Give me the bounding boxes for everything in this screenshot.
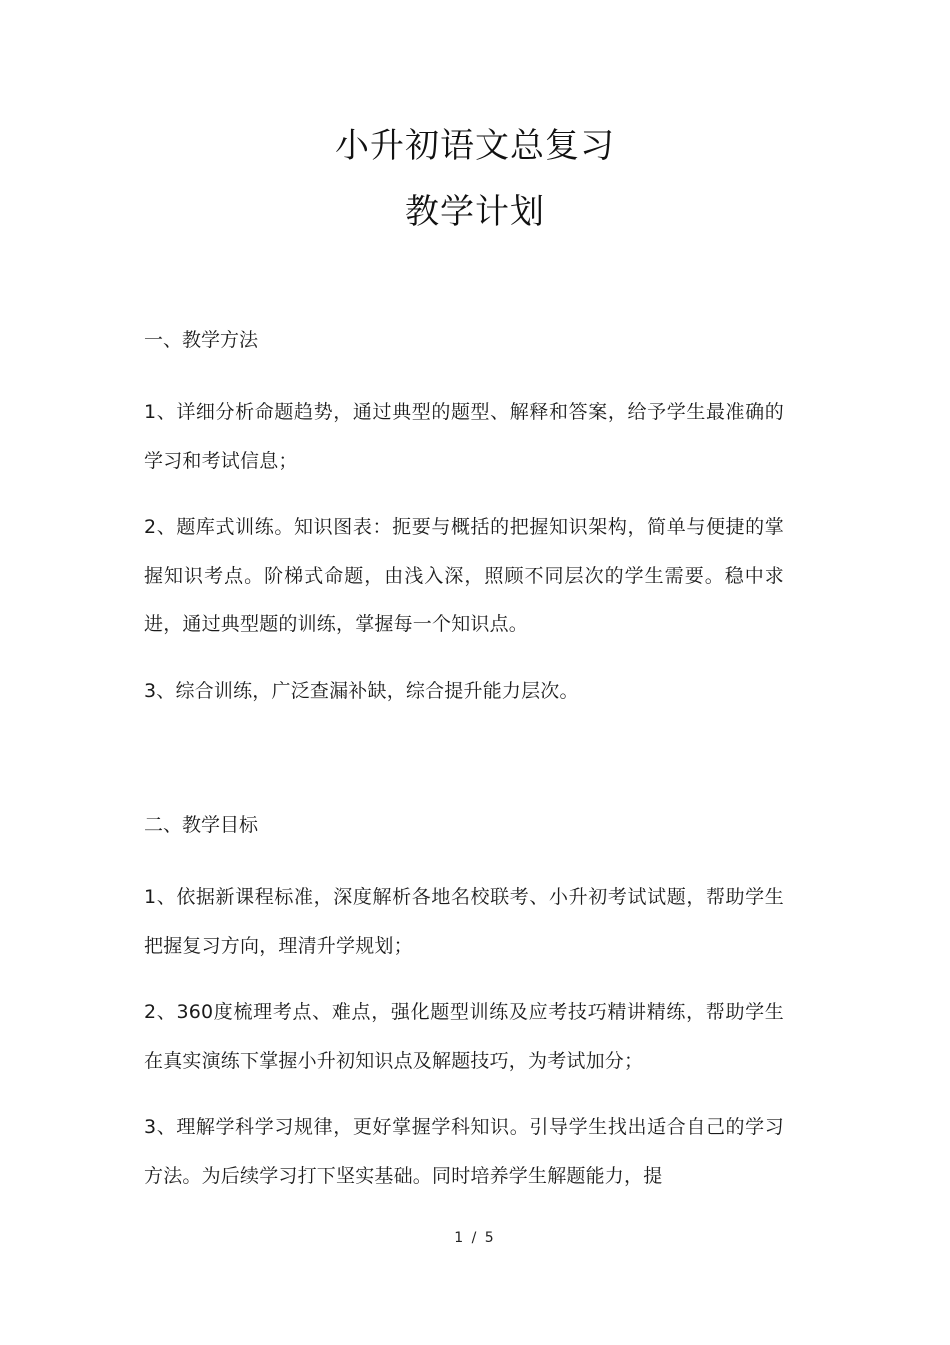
document-subtitle: 教学计划 bbox=[405, 192, 545, 232]
methods-item-2: 2、题库式训练。知识图表：扼要与概括的把握知识架构，简单与便捷的掌握知识考点。阶梯式命题，由浅入深，照顾不同层次的学生需要。稳中求进，通过典型题的训练，掌握每一个知识点。 bbox=[144, 516, 784, 635]
methods-item-3: 3、综合训练，广泛查漏补缺，综合提升能力层次。 bbox=[144, 679, 579, 702]
section-heading-methods: 一、教学方法 bbox=[144, 329, 259, 351]
goals-item-1: 1、依据新课程标准，深度解析各地名校联考、小升初考试试题，帮助学生把握复习方向，理清升学规划； bbox=[144, 886, 784, 957]
goals-item-3: 3、理解学科学习规律，更好掌握学科知识。引导学生找出适合自己的学习方法。为后续学习打下坚实基础。同时培养学生解题能力，提 bbox=[144, 1116, 784, 1187]
goals-item-2: 2、360度梳理考点、难点，强化题型训练及应考技巧精讲精练，帮助学生在真实演练下掌握小升初知识点及解题技巧，为考试加分； bbox=[144, 1001, 784, 1072]
page-number: 1 / 5 bbox=[454, 1230, 496, 1246]
document-title: 小升初语文总复习 bbox=[335, 126, 615, 166]
section-heading-goals: 二、教学目标 bbox=[144, 814, 259, 836]
document-body bbox=[144, 322, 784, 1200]
methods-item-1: 1、详细分析命题趋势，通过典型的题型、解释和答案，给予学生最准确的学习和考试信息； bbox=[144, 401, 784, 472]
